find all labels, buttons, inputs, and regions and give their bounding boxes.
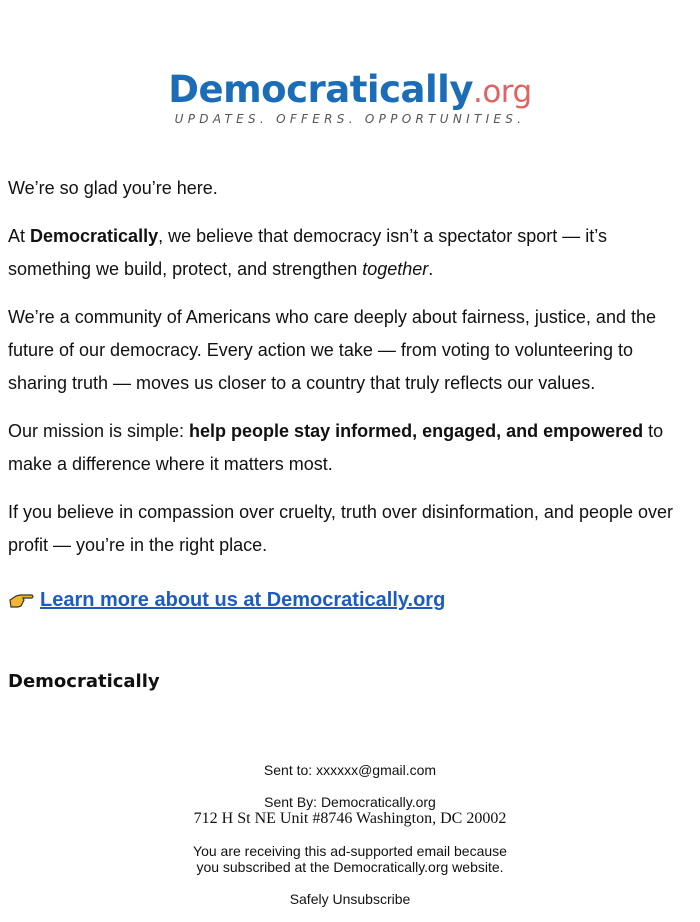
text: At [8, 226, 31, 246]
signature: Democratically [8, 671, 160, 692]
reason-line-1: You are receiving this ad-supported email because [193, 843, 507, 859]
text: Our mission is simple: [8, 421, 190, 441]
logo-suffix: .org [472, 74, 532, 110]
learn-more-link[interactable]: Learn more about us at Democratically.org [40, 589, 446, 611]
text: to make a difference where it matters most. [8, 421, 664, 474]
address: 712 H St NE Unit #8746 Washington, DC 20002 [193, 810, 507, 827]
emphasis: together [362, 259, 429, 279]
footer [0, 762, 700, 907]
pointing-hand-icon [8, 588, 34, 621]
learn-more-row [8, 584, 692, 621]
brand-bold: Democratically [30, 226, 159, 246]
sent-by: Sent By: Democratically.org [264, 794, 436, 810]
paragraph-values: If you believe in compassion over cruelty, truth over disinformation, and people over profit — you’re in the right place. [8, 502, 674, 555]
sent-to: Sent to: xxxxxx@gmail.com [263, 762, 437, 778]
logo-tagline: UPDATES. OFFERS. OPPORTUNITIES. [174, 112, 526, 126]
logo [0, 0, 700, 172]
mission-bold: help people stay informed, engaged, and empowered [189, 421, 644, 441]
logo-name: Democratically [168, 68, 473, 111]
paragraph-community: We’re a community of Americans who care deeply about fairness, justice, and the future of our democracy. Every action we take — from voting to volunteering to sharing truth — moves us closer to a country that truly reflects our values. [8, 307, 656, 393]
email-body [0, 172, 700, 621]
text: . [428, 259, 434, 279]
greeting: We’re so glad you’re here. [8, 178, 218, 198]
paragraph-belief [8, 220, 692, 286]
reason-line-2: you subscribed at the Democratically.org website. [196, 859, 504, 875]
paragraph-mission [8, 415, 692, 481]
unsubscribe-link[interactable]: Safely Unsubscribe [289, 891, 411, 907]
text: , we believe that democracy isn’t a spectator sport — it’s something we build, protect, and strengthen [8, 226, 607, 279]
